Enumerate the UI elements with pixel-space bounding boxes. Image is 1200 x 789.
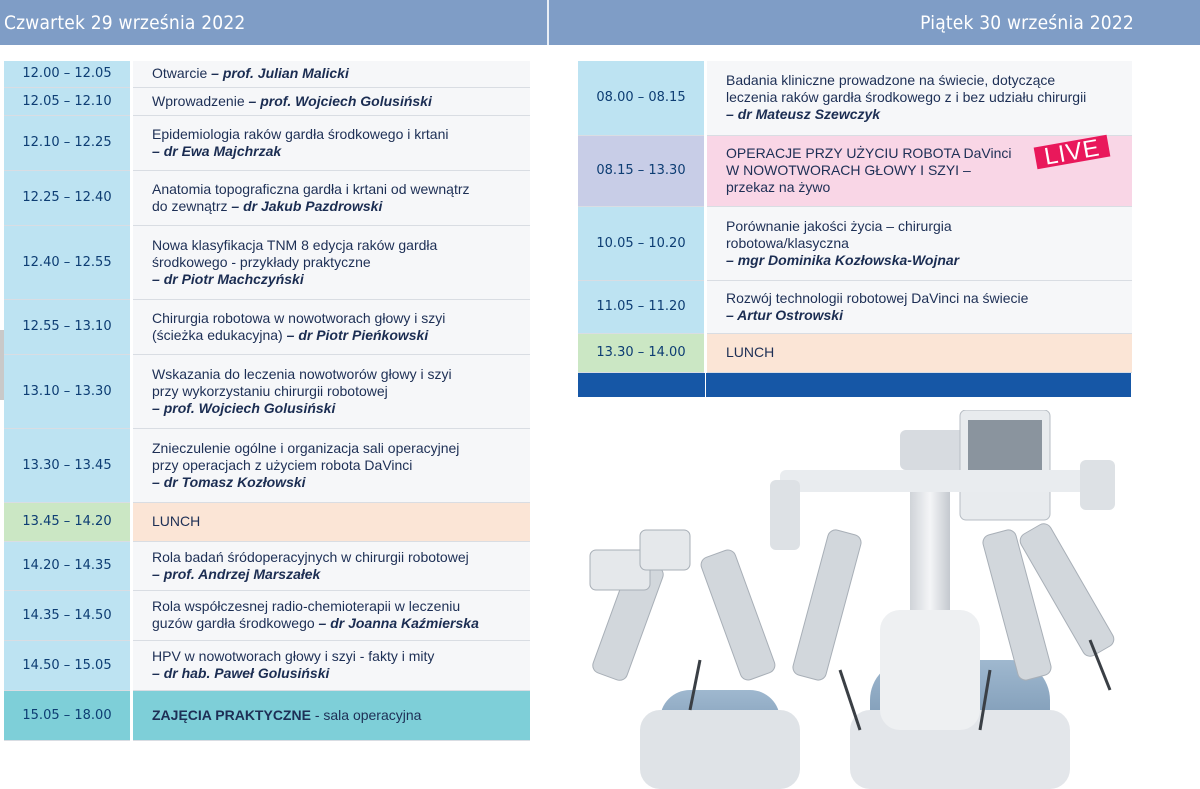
- session-title-line: - sala operacyjna: [310, 706, 422, 723]
- session-title-line: Znieczulenie ogólne i organizacja sali operacyjnej: [152, 439, 460, 456]
- schedule-row: [4, 690, 530, 740]
- schedule-row: [4, 299, 530, 354]
- session-cell: [132, 115, 531, 170]
- speaker-text: prof. Julian Malicki: [222, 65, 349, 82]
- session-title-line: (ścieżka edukacyjna): [152, 326, 283, 343]
- speaker-name: [249, 93, 432, 109]
- session-cell: [132, 690, 531, 740]
- live-badge: LIVE: [1034, 134, 1111, 169]
- speaker-text: dr Tomasz Kozłowski: [163, 473, 306, 490]
- schedule-row: [578, 135, 1132, 206]
- session-title-line: do zewnątrz: [152, 197, 228, 214]
- thursday-header: [0, 0, 547, 45]
- session-title-line: W NOWOTWORACH GŁOWY I SZYI –: [726, 162, 971, 178]
- davinci-robot-illustration: [580, 410, 1140, 789]
- time-cell: 13.10 – 13.30: [4, 354, 132, 428]
- speaker-text: prof. Wojciech Golusiński: [260, 92, 432, 109]
- time-cell: 12.00 – 12.05: [4, 61, 132, 87]
- speaker-dash: –: [152, 665, 160, 681]
- session-title-line: Epidemiologia raków gardła środkowego i krtani: [152, 125, 449, 142]
- speaker-text: Artur Ostrowski: [737, 306, 843, 323]
- time-cell: 14.20 – 14.35: [4, 541, 132, 590]
- session-title-line: Wskazania do leczenia nowotworów głowy i szyi: [152, 365, 452, 382]
- session-title-bold: ZAJĘCIA PRAKTYCZNE: [152, 706, 311, 723]
- time-cell: 13.30 – 14.00: [578, 333, 706, 372]
- schedule-row: [4, 61, 530, 87]
- session-title-line: Anatomia topograficzna gardła i krtani od wewnątrz: [152, 180, 470, 197]
- speaker-dash: –: [726, 306, 734, 323]
- friday-header: [549, 0, 1200, 45]
- session-cell: [132, 640, 531, 690]
- session-title-line: Badania kliniczne prowadzone na świecie, dotyczące: [726, 72, 1056, 89]
- speaker-name: [319, 615, 479, 631]
- speaker-dash: –: [726, 106, 734, 123]
- session-cell: [706, 333, 1132, 372]
- speaker-text: prof. Andrzej Marszałek: [163, 565, 321, 582]
- friday-title: Piątek 30 września 2022: [920, 12, 1134, 34]
- speaker-dash: –: [248, 92, 257, 109]
- session-cell: [706, 206, 1132, 280]
- session-title-line: przy wykorzystaniu chirurgii robotowej: [152, 382, 388, 399]
- speaker-name: [152, 665, 329, 681]
- footer-bar-right: [706, 372, 1132, 397]
- speaker-dash: –: [152, 270, 160, 287]
- time-cell: 14.50 – 15.05: [4, 640, 132, 690]
- time-cell: 13.30 – 13.45: [4, 428, 132, 502]
- schedule-row: [578, 280, 1132, 333]
- speaker-name: [726, 252, 959, 268]
- speaker-dash: –: [318, 615, 327, 631]
- session-title-line: Rola badań śródoperacyjnych w chirurgii robotowej: [152, 548, 469, 565]
- speaker-text: dr Piotr Machczyński: [163, 270, 304, 287]
- session-cell: [132, 428, 531, 502]
- speaker-dash: –: [726, 251, 734, 268]
- schedule-row: [4, 502, 530, 541]
- schedule-row: [4, 428, 530, 502]
- speaker-dash: –: [286, 326, 295, 343]
- time-cell: 12.40 – 12.55: [4, 225, 132, 299]
- speaker-name: [726, 106, 880, 122]
- session-title-line: Rola współczesnej radio-chemioterapii w leczeniu: [152, 598, 461, 614]
- speaker-name: [152, 400, 335, 416]
- speaker-text: dr Joanna Kaźmierska: [330, 615, 479, 631]
- footer-bar: [578, 372, 1132, 397]
- session-title-line: przy operacjach z użyciem robota DaVinci: [152, 456, 413, 473]
- session-title-line: LUNCH: [726, 344, 775, 360]
- speaker-name: [152, 566, 320, 582]
- time-cell: 12.25 – 12.40: [4, 170, 132, 225]
- session-cell: [706, 280, 1132, 333]
- session-title-line: Chirurgia robotowa w nowotworach głowy i szyi: [152, 309, 446, 326]
- session-cell: [132, 225, 531, 299]
- session-title-line: przekaz na żywo: [726, 179, 831, 195]
- time-cell: 12.05 – 12.10: [4, 87, 132, 115]
- session-title-line: HPV w nowotworach głowy i szyi - fakty i mity: [152, 648, 435, 664]
- time-cell: 10.05 – 10.20: [578, 206, 706, 280]
- schedule-row: [4, 354, 530, 428]
- session-cell: [132, 590, 531, 640]
- speaker-name: [152, 474, 306, 490]
- footer-bar-left: [578, 372, 706, 397]
- session-cell: [132, 87, 531, 115]
- session-title-line: Otwarcie: [152, 65, 208, 82]
- session-title-line: OPERACJE PRZY UŻYCIU ROBOTA DaVinci: [726, 145, 1012, 161]
- session-title-line: Wprowadzenie: [152, 92, 245, 109]
- schedule-row: [4, 590, 530, 640]
- session-cell: [132, 354, 531, 428]
- session-title-line: robotowa/klasyczna: [726, 234, 849, 251]
- schedule-row: [4, 87, 530, 115]
- session-cell: [706, 135, 1132, 206]
- speaker-name: [231, 198, 382, 214]
- speaker-dash: –: [152, 142, 160, 159]
- session-cell: [132, 541, 531, 590]
- speaker-text: dr Piotr Pieńkowski: [298, 326, 429, 343]
- schedule-row: [4, 225, 530, 299]
- speaker-name: [152, 271, 304, 287]
- speaker-name: [211, 65, 349, 81]
- friday-schedule-table: [578, 61, 1132, 397]
- speaker-name: [152, 143, 281, 159]
- speaker-text: dr Ewa Majchrzak: [163, 142, 282, 159]
- session-title-line: Rozwój technologii robotowej DaVinci na świecie: [726, 289, 1029, 306]
- time-cell: 12.10 – 12.25: [4, 115, 132, 170]
- session-title-line: LUNCH: [152, 513, 201, 529]
- thursday-title: Czwartek 29 września 2022: [4, 12, 246, 34]
- schedule-row: [578, 61, 1132, 135]
- speaker-dash: –: [152, 473, 160, 490]
- speaker-dash: –: [152, 399, 160, 416]
- schedule-row: [4, 640, 530, 690]
- time-cell: 08.00 – 08.15: [578, 61, 706, 135]
- session-title-line: leczenia raków gardła środkowego z i bez udziału chirurgii: [726, 89, 1087, 106]
- session-title-line: Porównanie jakości życia – chirurgia: [726, 217, 952, 234]
- time-cell: 11.05 – 11.20: [578, 280, 706, 333]
- speaker-text: dr Mateusz Szewczyk: [737, 106, 881, 123]
- schedule-row: [578, 333, 1132, 372]
- speaker-dash: –: [152, 565, 160, 582]
- speaker-text: dr hab. Paweł Golusiński: [163, 665, 330, 681]
- schedule-row: [578, 206, 1132, 280]
- speaker-dash: –: [211, 65, 219, 82]
- session-cell: [132, 61, 531, 87]
- time-cell: 12.55 – 13.10: [4, 299, 132, 354]
- speaker-text: mgr Dominika Kozłowska-Wojnar: [737, 251, 960, 268]
- session-cell: [132, 502, 531, 541]
- session-cell: [132, 299, 531, 354]
- speaker-text: prof. Wojciech Golusiński: [163, 399, 336, 416]
- schedule-row: [4, 115, 530, 170]
- thursday-schedule-table: [4, 61, 530, 741]
- session-cell: [132, 170, 531, 225]
- speaker-text: dr Jakub Pazdrowski: [243, 197, 383, 214]
- time-cell: 13.45 – 14.20: [4, 502, 132, 541]
- schedule-row: [4, 541, 530, 590]
- session-title-line: Nowa klasyfikacja TNM 8 edycja raków gardła: [152, 236, 438, 253]
- time-cell: 14.35 – 14.50: [4, 590, 132, 640]
- schedule-row: [4, 170, 530, 225]
- time-cell: 15.05 – 18.00: [4, 690, 132, 740]
- time-cell: 08.15 – 13.30: [578, 135, 706, 206]
- session-title-line: środkowego - przykłady praktyczne: [152, 253, 371, 270]
- speaker-name: [287, 327, 429, 343]
- speaker-dash: –: [231, 197, 240, 214]
- speaker-name: [726, 307, 843, 323]
- session-cell: [706, 61, 1132, 135]
- session-title-line: guzów gardła środkowego: [152, 615, 315, 631]
